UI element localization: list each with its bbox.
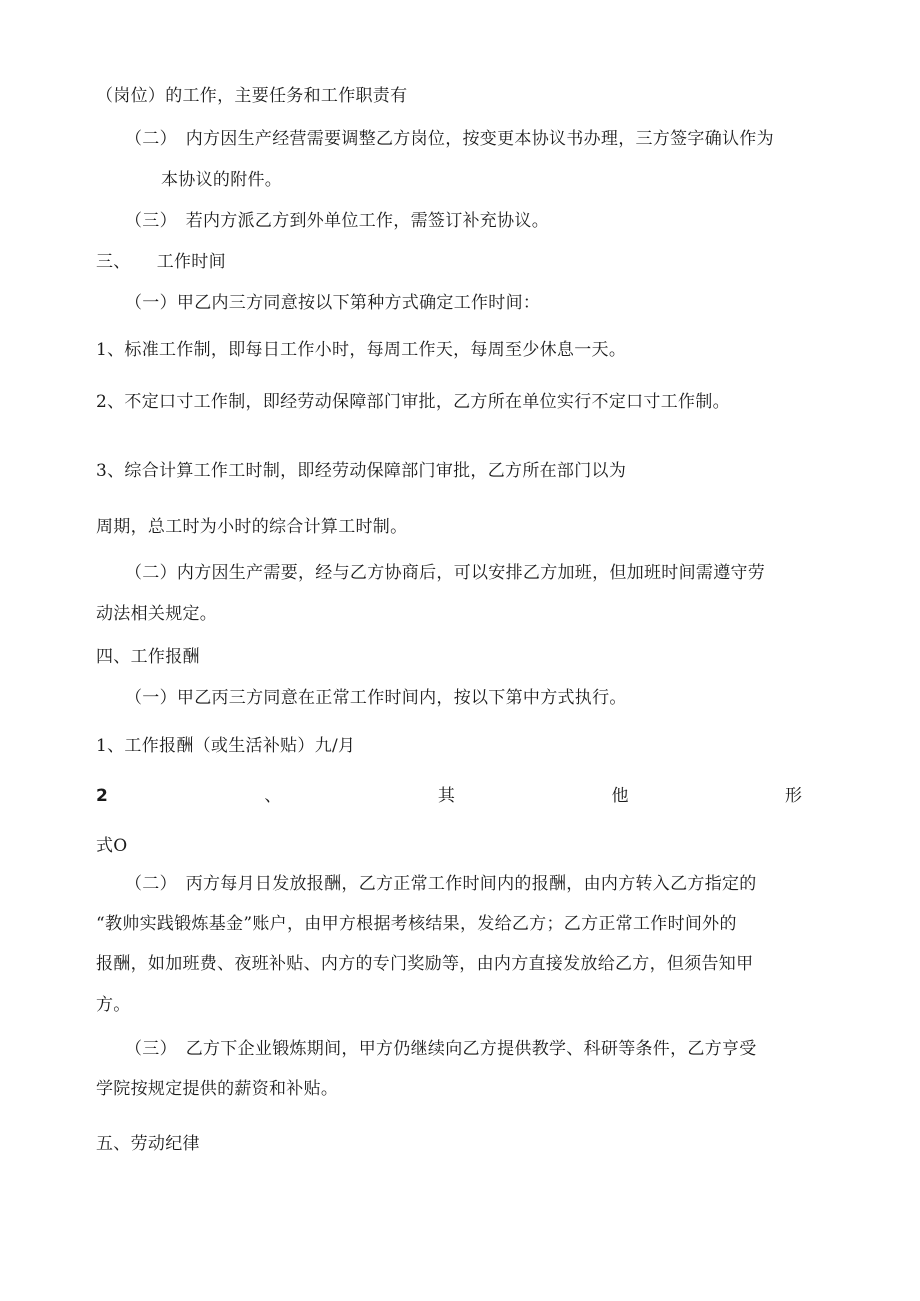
text-line-comprehensive-hours-cont: 周期，总工时为小时的综合计算工时制。 xyxy=(96,517,408,537)
text-line-clause-4-2-cont-2: 报酬，如加班费、夜班补贴、内方的专门奖励等，由内方直接发放给乙方，但须告知甲 xyxy=(96,954,754,974)
text-line-clause-4-2-cont-1: “教帅实践锻炼基金”账户，由甲方根据考核结果，发给乙方；乙方正常工作时间外的 xyxy=(96,914,737,934)
text-fragment: 、 xyxy=(264,786,282,806)
text-fragment: 他 xyxy=(611,786,629,806)
text-line-clause-4-2-cont-3: 方。 xyxy=(96,995,131,1015)
text-line-other-form-cont: 式O xyxy=(96,836,128,856)
text-line-clause-4-1: （一）甲乙丙三方同意在正常工作时间内，按以下第中方式执行。 xyxy=(125,688,627,708)
section-heading-labor-discipline: 五、劳动纪律 xyxy=(96,1134,200,1154)
text-line-clause-3-2-cont: 动法相关规定。 xyxy=(96,604,218,624)
section-heading-remuneration: 四、工作报酬 xyxy=(96,647,200,667)
section-heading-work-time: 三、 工作时间 xyxy=(96,252,226,272)
text-fragment: 其 xyxy=(437,786,455,806)
text-line-clause-3-1: （一）甲乙内三方同意按以下第种方式确定工作时间： xyxy=(125,293,541,313)
text-line-comprehensive-hours: 3、综合计算工作工时制，即经劳动保障部门审批，乙方所在部门以为 xyxy=(96,461,627,481)
text-fragment: 形 xyxy=(784,786,802,806)
text-line-clause-4-2: （二） 丙方每月日发放报酬，乙方正常工作时间内的报酬，由内方转入乙方指定的 xyxy=(125,874,757,894)
text-line-flexible-hours: 2、不定口寸工作制，即经劳动保障部门审批，乙方所在单位实行不定口寸工作制。 xyxy=(96,392,730,412)
text-line-clause-2-2: （二） 内方因生产经营需要调整乙方岗位，按变更本协议书办理，三方签字确认作为 xyxy=(125,129,774,149)
text-line-clause-4-3: （三） 乙方下企业锻炼期间，甲方仍继续向乙方提供教学、科研等条件，乙方亨受 xyxy=(125,1039,757,1059)
text-line-standard-hours: 1、标准工作制，即每日工作小时，每周工作天，每周至少休息一天。 xyxy=(96,340,627,360)
text-line-clause-2-2-cont: 本协议的附件。 xyxy=(161,170,283,190)
text-line-other-form xyxy=(96,784,802,808)
text-line-clause-4-3-cont: 学院按规定提供的薪资和补贴。 xyxy=(96,1079,339,1099)
text-line-clause-3-2: （二）内方因生产需要，经与乙方协商后，可以安排乙方加班，但加班时间需遵守劳 xyxy=(125,563,766,583)
text-line-clause-2-3: （三） 若内方派乙方到外单位工作，需签订补充协议。 xyxy=(125,211,549,231)
text-line-remuneration-amount: 1、工作报酬（或生活补贴）九/月 xyxy=(96,736,356,756)
text-line-position-duties: （岗位）的工作，主要任务和工作职责有 xyxy=(96,86,408,106)
text-fragment: 2 xyxy=(96,786,108,806)
